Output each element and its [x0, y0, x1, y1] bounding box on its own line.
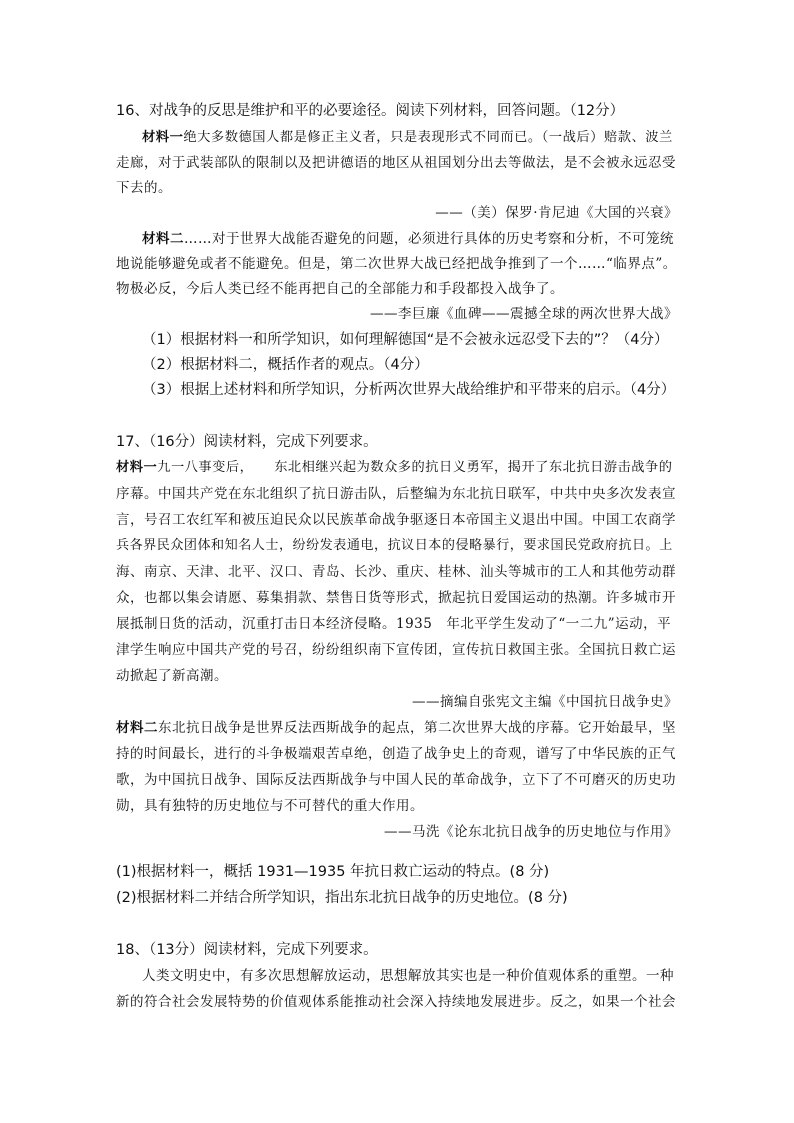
q17-material1-line7: 展抵制日货的活动，沉重打击日本经济侵略。1935 年北平学生发动了“一二九”运动，平	[116, 616, 672, 632]
q17-material2-line1	[116, 718, 676, 738]
q16-material2-source: ——李巨廉《血碑——震撼全球的两次世界大战》	[370, 306, 678, 322]
q16-subquestion-2: （2）根据材料二，概括作者的观点。（4分）	[142, 357, 429, 373]
q17-material2-line3: 歌，为中国抗日战争、国际反法西斯战争与中国人民的革命战争，立下了不可磨灭的历史功	[116, 772, 676, 788]
q18-title: 18、（13分）阅读材料，完成下列要求。	[116, 942, 378, 958]
q17-subquestion-1: (1)根据材料一，概括 1931—1935 年抗日救亡运动的特点。(8 分)	[116, 864, 550, 880]
q17-material1-line1	[116, 458, 673, 478]
q16-title: 16、对战争的反思是维护和平的必要途径。阅读下列材料，回答问题。（12分）	[116, 103, 625, 119]
q16-material2-line1	[142, 229, 674, 249]
q17-subquestion-2: (2)根据材料二并结合所学知识，指出东北抗日战争的历史地位。(8 分)	[116, 890, 568, 906]
q16-material2-line3: 物极必反，今后人类已经不能再把自己的全部能力和手段都投入战争了。	[116, 281, 564, 297]
q16-subquestion-1: （1）根据材料一和所学知识，如何理解德国“是不会被永远忍受下去的”？（4分）	[142, 332, 669, 348]
q17-material2-line4: 勋，具有独特的历史地位与不可替代的重大作用。	[116, 798, 424, 814]
q17-material2-source: ——马洗《论东北抗日战争的历史地位与作用》	[384, 824, 678, 840]
q16-material1-line2: 走廊，对于武装部队的限制以及把讲德语的地区从祖国划分出去等做法，是不会被永远忍受	[116, 155, 676, 171]
q17-material1-label: 材料一	[116, 460, 158, 475]
q17-material2-line2: 持的时间最长，进行的斗争极端艰苦卓绝，创造了战争史上的奇观，谱写了中华民族的正气	[116, 746, 676, 762]
q17-title: 17、（16分）阅读材料，完成下列要求。	[116, 434, 378, 450]
q16-material1-line1	[142, 128, 673, 148]
q17-material1-line9: 动掀起了新高潮。	[116, 668, 228, 684]
q17-material1-text: 九一八事变后， 东北相继兴起为数众多的抗日义勇军，揭开了东北抗日游击战争的	[157, 460, 673, 475]
q17-material1-line6: 众，也都以集会请愿、募集捐款、禁售日货等形式，掀起抗日爱国运动的热潮。许多城市开	[116, 590, 676, 606]
q16-material1-label: 材料一	[142, 130, 184, 145]
q18-material-line2: 新的符合社会发展特势的价值观体系能推动社会深入持续地发展进步。反之，如果一个社会	[116, 994, 676, 1010]
q17-material1-line4: 兵各界民众团体和知名人士，纷纷发表通电，抗议日本的侵略暴行，要求国民党政府抗日。上	[116, 538, 673, 553]
q16-material2-text: ……对于世界大战能否避免的问题，必须进行具体的历史考察和分析，不可笼统	[184, 231, 674, 247]
q16-material2-label: 材料二	[142, 231, 184, 247]
q16-material1-source: ——（美）保罗·肯尼迪《大国的兴衰》	[435, 205, 678, 221]
q18-material-line1: 人类文明史中，有多次思想解放运动，思想解放其实也是一种价值观体系的重塑。一种	[142, 968, 674, 984]
q17-material1-line5: 海、南京、天津、北平、汉口、青岛、长沙、重庆、桂林、汕头等城市的工人和其他劳动群	[116, 564, 676, 580]
q17-material1-line2: 序幕。中国共产党在东北组织了抗日游击队，后整编为东北抗日联军，中共中央多次发表宣	[116, 486, 676, 502]
q17-material1-line3: 言，号召工农红军和被压迫民众以民族革命战争驱逐日本帝国主义退出中国。中国工农商学	[116, 512, 676, 528]
q16-material2-line2: 地说能够避免或者不能避免。但是，第二次世界大战已经把战争推到了一个……“临界点”。	[116, 256, 677, 272]
q17-material1-source: ——摘编自张宪文主编《中国抗日战争史》	[412, 694, 678, 710]
q17-material2-label: 材料二	[116, 720, 158, 736]
q16-material1-text: 绝大多数德国人都是修正主义者，只是表现形式不同而已。（一战后）赔款、波兰	[183, 130, 673, 145]
q16-subquestion-3: （3）根据上述材料和所学知识，分析两次世界大战给维护和平带来的启示。（4分）	[142, 382, 676, 398]
q16-material1-line3: 下去的。	[116, 180, 172, 196]
q17-material1-line8: 津学生响应中国共产党的号召，纷纷组织南下宣传团，宣传抗日救国主张。全国抗日救亡运	[116, 642, 676, 658]
q17-material2-text: 东北抗日战争是世界反法西斯战争的起点，第二次世界大战的序幕。它开始最早，坚	[158, 720, 676, 736]
